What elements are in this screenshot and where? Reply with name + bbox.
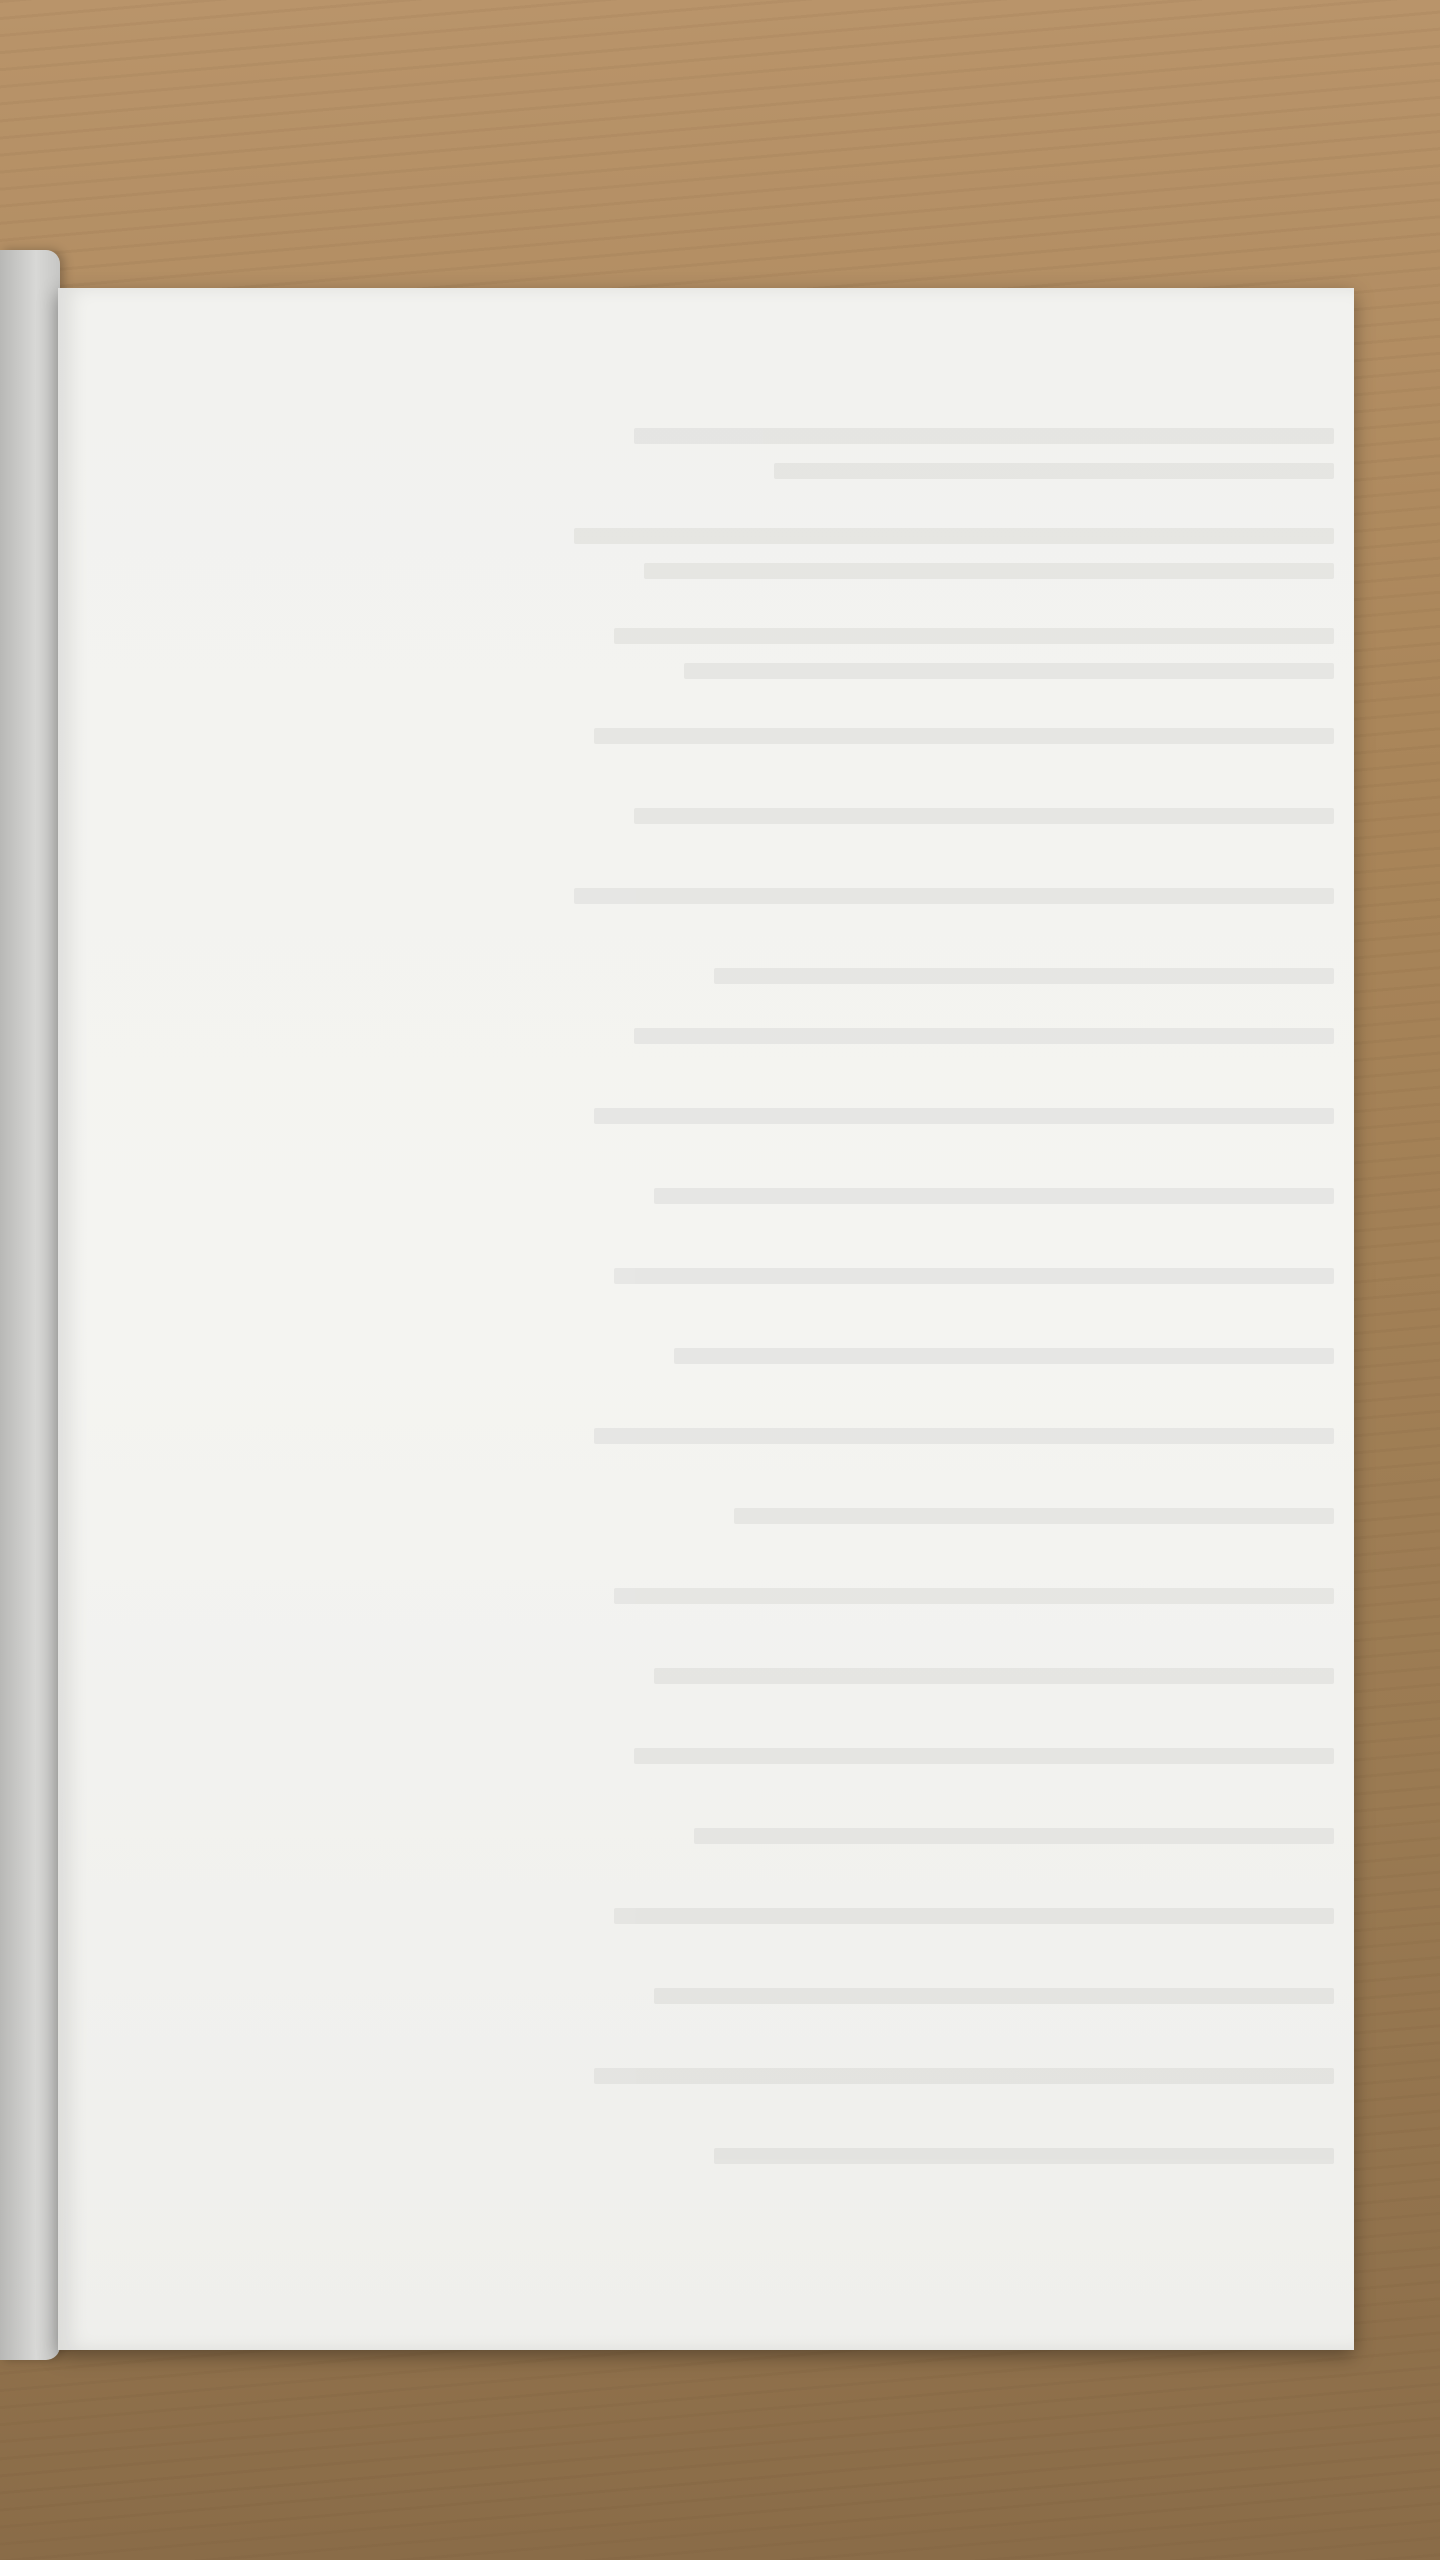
show-through-text (58, 288, 1354, 2350)
book-page (58, 288, 1354, 2350)
facing-page-edge (0, 250, 60, 2360)
